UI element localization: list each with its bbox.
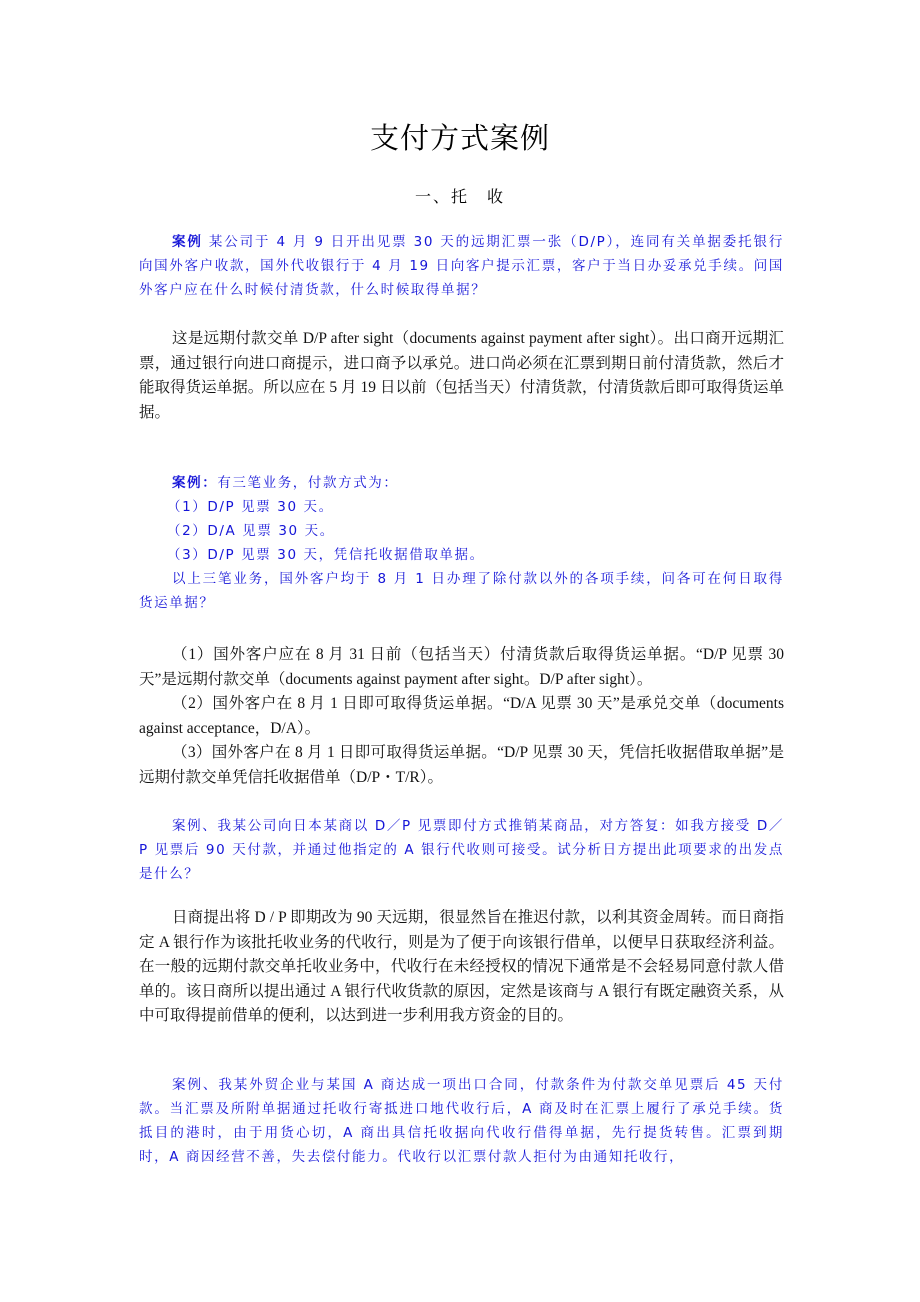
case-2-item-3: （3）D/P 见票 30 天，凭信托收据借取单据。 — [167, 547, 485, 563]
document-title: 支付方式案例 — [369, 121, 550, 155]
case-4-question — [139, 1073, 784, 1169]
case-intro-text: 有三笔业务，付款方式为： — [217, 475, 399, 491]
case-3-question — [139, 814, 784, 886]
case-3-paragraph — [139, 814, 784, 886]
answer-paragraph: 日商提出将 D / P 即期改为 90 天远期，很显然旨在推迟付款，以利其资金周转。而日商指定 A 银行作为该批托收业务的代收行，则是为了便于向该银行借单，以便早日获取经济利益。在一般的远期付款交单托收业务中，代收行在未经授权的情况下通常是不会轻易同意付款人借单的。该日商所以提出通过 A 银行代收货款的原因，定然是该商与 A 银行有既定融资关系，从中可取得提前借单的便利，以达到进一步利用我方资金的目的。 — [139, 909, 784, 1024]
case-3-answer — [139, 906, 784, 1029]
case-2-intro — [139, 471, 784, 495]
answer-paragraph-2: （2）国外客户在 8 月 1 日即可取得货运单据。“D/A 见票 30 天”是承兑交单（documents against acceptance，D/A）。 — [139, 695, 784, 737]
case-label: 案例： — [172, 475, 218, 491]
case-2-question-text: 以上三笔业务，国外客户均于 8 月 1 日办理了除付款以外的各项手续，问各可在何日取得货运单据？ — [139, 571, 784, 611]
case-question-text: 我某外贸企业与某国 A 商达成一项出口合同，付款条件为付款交单见票后 45 天付款。当汇票及所附单据通过托收行寄抵进口地代收行后，A 商及时在汇票上履行了承兑手续。货抵目的港时，由于用货心切，A 商出具信托收据向代收行借得单据，先行提货转售。汇票到期时，A 商因经营不善，失去偿付能力。代收行以汇票付款人拒付为由通知托收行， — [139, 1077, 784, 1165]
case-1-paragraph — [139, 230, 784, 302]
case-2-item-1: （1）D/P 见票 30 天。 — [167, 499, 334, 515]
section-heading: 一、托 收 — [414, 187, 505, 206]
case-4-paragraph — [139, 1073, 784, 1169]
case-2-answers — [139, 643, 784, 790]
case-label: 案例、 — [172, 1077, 219, 1093]
case-2-item-2: （2）D/A 见票 30 天。 — [167, 523, 335, 539]
case-label: 案例 — [172, 234, 203, 250]
case-question-text: 我某公司向日本某商以 D／P 见票即付方式推销某商品，对方答复：如我方接受 D／P 见票后 90 天付款，并通过他指定的 A 银行代收则可接受。试分析日方提出此项要求的出发点是什么？ — [139, 818, 784, 882]
case-1-question — [139, 230, 784, 302]
case-label: 案例、 — [172, 818, 218, 834]
case-1-answer — [139, 327, 784, 425]
case-2-question — [139, 471, 784, 615]
answer-paragraph-1: （1）国外客户应在 8 月 31 日前（包括当天）付清货款后取得货运单据。“D/P 见票 30 天”是远期付款交单（documents against payment after sight。D/P after sight）。 — [139, 646, 784, 688]
case-question-text: 某公司于 4 月 9 日开出见票 30 天的远期汇票一张（D/P），连同有关单据委托银行向国外客户收款，国外代收银行于 4 月 19 日向客户提示汇票，客户于当日办妥承兑手续。问国外客户应在什么时候付清货款，什么时候取得单据？ — [139, 234, 784, 298]
answer-paragraph-3: （3）国外客户在 8 月 1 日即可取得货运单据。“D/P 见票 30 天，凭信托收据借取单据”是远期付款交单凭信托收据借单（D/P・T/R）。 — [139, 744, 784, 786]
answer-paragraph: 这是远期付款交单 D/P after sight（documents against payment after sight）。出口商开远期汇票，通过银行向进口商提示，进口商予以承兑。进口尚必须在汇票到期日前付清货款，然后才能取得货运单据。所以应在 5 月 19 日以前（包括当天）付清货款，付清货款后即可取得货运单据。 — [139, 330, 784, 421]
